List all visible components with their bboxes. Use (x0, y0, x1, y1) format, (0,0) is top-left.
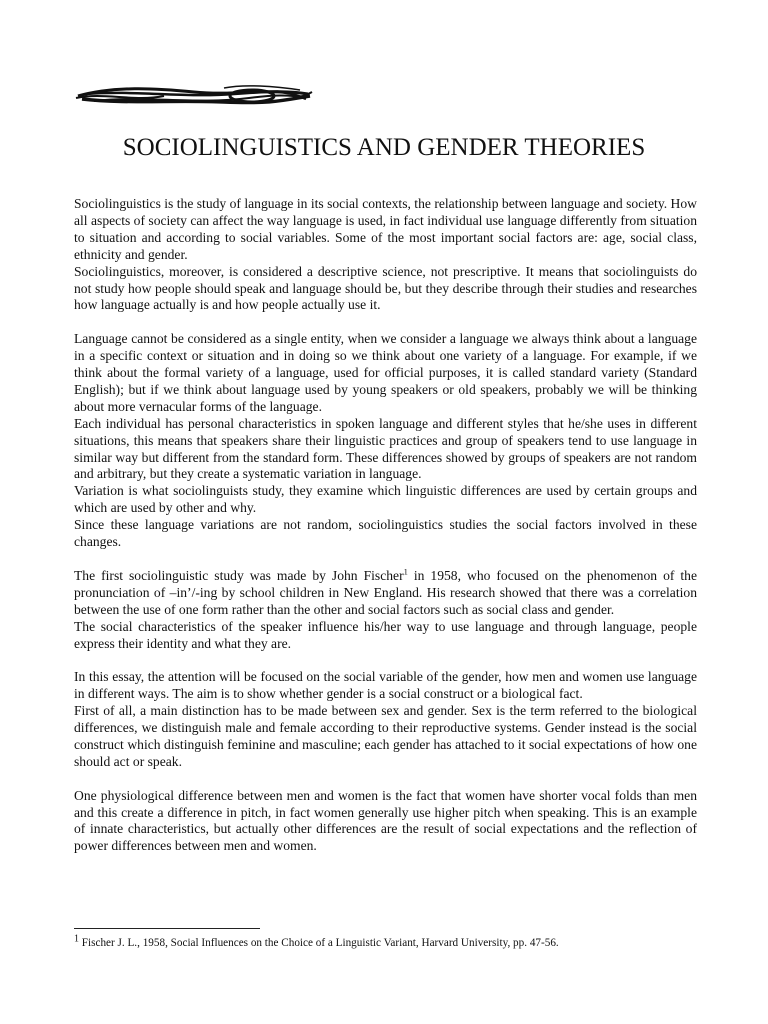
paragraph: Variation is what sociolinguists study, they examine which linguistic differences are used by certain groups and which are used by other and why. (74, 483, 697, 516)
paragraph: First of all, a main distinction has to be made between sex and gender. Sex is the term referred to the biological differences, we distinguish male and female according to their reproductive systems. Gender instead is the social construct which distinguish feminine and masculine; each gender has attached to it social expectations of how one should act or speak. (74, 703, 697, 769)
paragraph: The social characteristics of the speaker influence his/her way to use language and through language, people express their identity and what they are. (74, 618, 697, 651)
paragraph: Since these language variations are not random, sociolinguistics studies the social factors involved in these changes. (74, 517, 697, 550)
paragraph: One physiological difference between men and women is the fact that women have shorter vocal folds than men and this create a difference in pitch, in fact women generally use higher pitch when speaking. This is an example of innate characteristics, but actually other differences are the result of social expectations and the reflection of power differences between men and women. (74, 787, 697, 854)
paragraph-text: The first sociolinguistic study was made by John Fischer (74, 567, 404, 583)
footnote-mark: 1 (74, 933, 79, 945)
document-body (74, 196, 697, 855)
footnote-text: Fischer J. L., 1958, Social Influences on the Choice of a Linguistic Variant, Harvard University, pp. 47-56. (79, 937, 559, 949)
document-title: SOCIOLINGUISTICS AND GENDER THEORIES (122, 134, 646, 161)
paragraph: Sociolinguistics is the study of language in its social contexts, the relationship between language and society. How all aspects of society can affect the way language is used, in fact individual use language differently from situation to situation and according to social variables. Some of the most important social factors are: age, social class, ethnicity and gender. (74, 196, 697, 262)
footnote-separator (74, 928, 260, 929)
paragraph: Language cannot be considered as a single entity, when we consider a language we always think about a language in a specific context or situation and in doing so we think about one variety of a language. For example, if we think about the formal variety of a language, used for official purposes, it is called standard variety (Standard English); but if we think about language used by young speakers or old speakers, probably we will be thinking about more vernacular forms of the language. (74, 331, 697, 414)
footnote-reference[interactable]: 1 (403, 566, 408, 577)
paragraph: Sociolinguistics, moreover, is considered a descriptive science, not prescriptive. It means that sociolinguists do not study how people should speak and language should be, but they describe through their studies and researches how language actually is and how people actually use it. (74, 263, 697, 313)
footnote (74, 933, 714, 950)
paragraph (74, 568, 697, 619)
paragraph: Each individual has personal characteristics in spoken language and different styles that he/she uses in different situations, this means that speakers share their linguistic practices and group of speakers tend to use language in similar way but different from the standard form. These differences showed by groups of speakers are not random and arbitrary, but they create a systematic variation in language. (74, 415, 697, 482)
paragraph-text: in 1958, who focused on the phenomenon of the pronunciation of –in’/-ing by school children in New England. His research showed that there was a correlation between the use of one form rather than the other and social factors such as social class and gender. (74, 567, 697, 617)
paragraph: In this essay, the attention will be focused on the social variable of the gender, how men and women use language in different ways. The aim is to show whether gender is a social construct or a biological fact. (74, 669, 697, 702)
redacted-header-scribble (74, 80, 314, 110)
